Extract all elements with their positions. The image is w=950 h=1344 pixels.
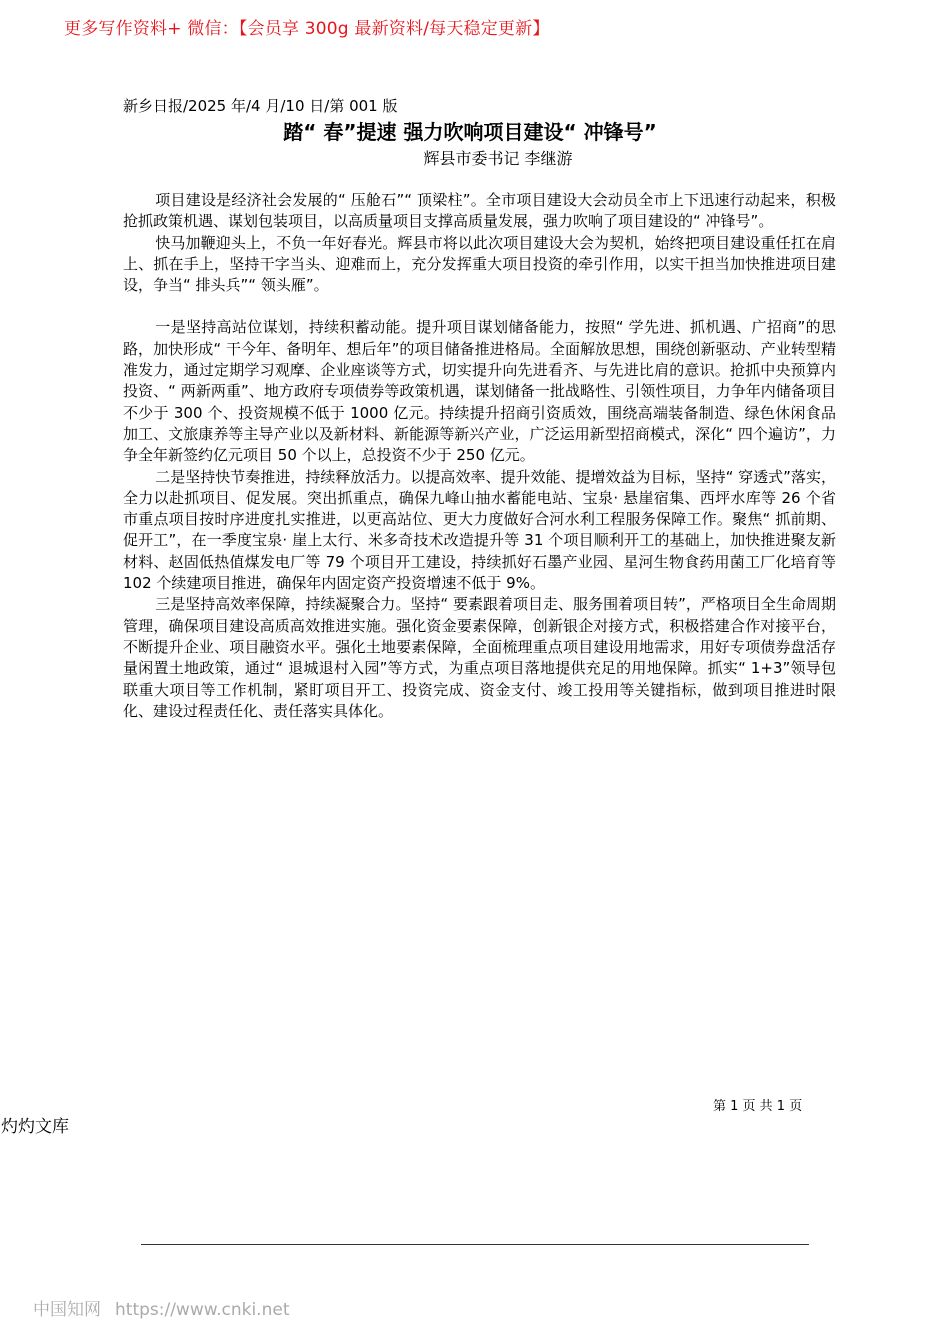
paragraph-intro: 项目建设是经济社会发展的“ 压舱石”“ 顶梁柱”。全市项目建设大会动员全市上下迅速行动起来，积极抢抓政策机遇、谋划包装项目，以高质量项目支撑高质量发展，强力吹响了项目建设的“ 冲锋号”。 <box>123 191 836 231</box>
promo-banner: 更多写作资料+ 微信：【会员享 300g 最新资料/每天稳定更新】 <box>64 19 550 39</box>
page-number: 第 1 页 共 1 页 <box>713 1099 803 1114</box>
paragraph-point-two: 二是坚持快节奏推进，持续释放活力。以提高效率、提升效能、提增效益为目标，坚持“ 穿透式”落实，全力以赴抓项目、促发展。突出抓重点，确保九峰山抽水蓄能电站、宝泉· 悬崖宿集、西坪水库等 26 个省市重点项目按时序进度扎实推进，以更高站位、更大力度做好合河水利工程服务保障工作。聚焦“ 抓前期、促开工”，在一季度宝泉· 崖上太行、米多奇技术改造提升等 31 个项目顺利开工的基础上，加快推进聚友新材料、赵固低热值煤发电厂等 79 个项目开工建设，持续抓好石墨产业园、星河生物食药用菌工厂化培育等 102 个续建项目推进，确保年内固定资产投资增速不低于 9%。 <box>123 467 836 593</box>
article-author: 辉县市委书记 李继游 <box>423 149 573 168</box>
article-body <box>123 190 836 722</box>
library-label: 灼灼文库 <box>1 1117 69 1137</box>
paragraph-point-three: 三是坚持高效率保障，持续凝聚合力。坚持“ 要素跟着项目走、服务围着项目转”，严格项目全生命周期管理，确保项目建设高质高效推进实施。强化资金要素保障，创新银企对接方式，积极搭建合作对接平台，不断提升企业、项目融资水平。强化土地要素保障，全面梳理重点项目建设用地需求，用好专项债券盘活存量闲置土地政策，通过“ 退城退村入园”等方式，为重点项目落地提供充足的用地保障。抓实“ 1+3”领导包联重大项目等工作机制，紧盯项目开工、投资完成、资金支付、竣工投用等关键指标，做到项目推进时限化、建设过程责任化、责任落实具体化。 <box>123 595 836 720</box>
footer-divider <box>141 1244 809 1245</box>
paragraph-point-one: 一是坚持高站位谋划，持续积蓄动能。提升项目谋划储备能力，按照“ 学先进、抓机遇、广招商”的思路，加快形成“ 干今年、备明年、想后年”的项目储备推进格局。全面解放思想，围绕创新驱动、产业转型精准发力，通过定期学习观摩、企业座谈等方式，切实提升向先进看齐、与先进比肩的意识。抢抓中央预算内投资、“ 两新两重”、地方政府专项债券等政策机遇，谋划储备一批战略性、引领性项目，力争年内储备项目不少于 300 个、投资规模不低于 1000 亿元。持续提升招商引资质效，围绕高端装备制造、绿色休闲食品加工、文旅康养等主导产业以及新材料、新能源等新兴产业，广泛运用新型招商模式，深化“ 四个遍访”，力争全年新签约亿元项目 50 个以上，总投资不少于 250 亿元。 <box>123 318 836 465</box>
article-title: 踏“ 春”提速 强力吹响项目建设“ 冲锋号” <box>283 120 657 144</box>
article-source: 新乡日报/2025 年/4 月/10 日/第 001 版 <box>123 97 398 115</box>
watermark-site-name: 中国知网 <box>33 1300 101 1320</box>
cnki-watermark <box>33 1295 289 1320</box>
paragraph-commitment: 快马加鞭迎头上，不负一年好春光。辉县市将以此次项目建设大会为契机，始终把项目建设重任扛在肩上、抓在手上，坚持干字当头、迎难而上，充分发挥重大项目投资的牵引作用，以实干担当加快推进项目建设，争当“ 排头兵”“ 领头雁”。 <box>123 233 836 295</box>
watermark-url: https://www.cnki.net <box>115 1300 290 1320</box>
